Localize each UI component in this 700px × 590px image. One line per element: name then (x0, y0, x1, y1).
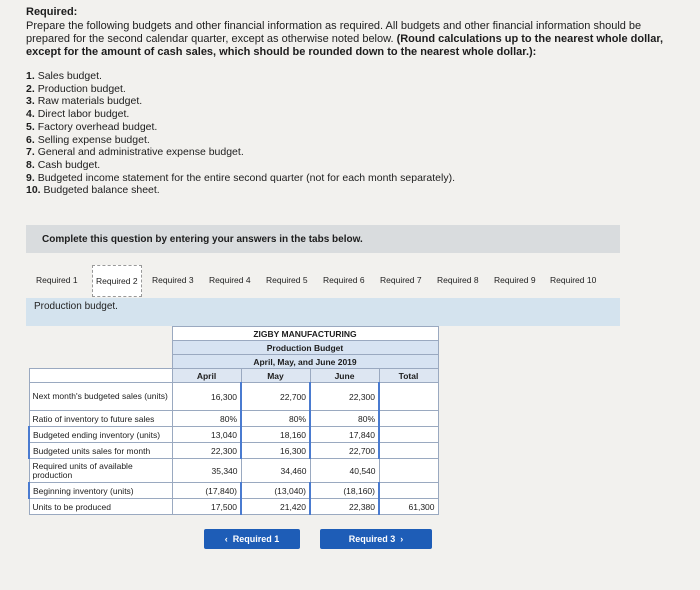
next-button[interactable] (320, 529, 432, 549)
value-cell (379, 383, 438, 411)
tab-required-6[interactable]: Required 6 (323, 275, 365, 285)
table-row (29, 459, 438, 483)
requirements-list (26, 70, 455, 197)
table-row (29, 483, 438, 499)
tab-required-8[interactable]: Required 8 (437, 275, 479, 285)
value-cell[interactable]: 80% (310, 411, 379, 427)
panel-heading: Complete this question by entering your answers in the tabs below. (26, 225, 620, 253)
value-cell (379, 459, 438, 483)
value-cell[interactable]: 13,040 (172, 427, 241, 443)
value-cell: 34,460 (241, 459, 310, 483)
list-item: 5. Factory overhead budget. (26, 120, 158, 133)
row-label[interactable]: Budgeted units sales for month (29, 443, 172, 459)
value-cell[interactable]: (18,160) (310, 483, 379, 499)
table-row (29, 411, 438, 427)
table-row (29, 443, 438, 459)
table-row (29, 499, 438, 515)
value-cell (379, 483, 438, 499)
list-item: 3. Raw materials budget. (26, 95, 143, 108)
value-cell: 40,540 (310, 459, 379, 483)
table-row (29, 427, 438, 443)
table-row (29, 383, 438, 411)
chevron-right-icon: › (400, 534, 404, 544)
column-header-may: May (241, 369, 310, 383)
list-item: 1. Sales budget. (26, 70, 102, 82)
budget-period: April, May, and June 2019 (172, 355, 438, 369)
tab-required-9[interactable]: Required 9 (494, 275, 536, 285)
list-item: 6. Selling expense budget. (26, 133, 150, 146)
value-cell[interactable]: (13,040) (241, 483, 310, 499)
value-cell[interactable]: 17,840 (310, 427, 379, 443)
instructions-text: Prepare the following budgets and other financial information as required. All budgets and other financial information should be prepared for the second calendar quarter, except as otherwise noted below. (26, 20, 642, 45)
column-header-june: June (310, 369, 379, 383)
section-title: Production budget. (26, 298, 620, 326)
list-item: 7. General and administrative expense budget. (26, 146, 244, 159)
prev-button-label: Required 1 (232, 534, 280, 544)
value-cell: 35,340 (172, 459, 241, 483)
value-cell[interactable]: 16,300 (241, 443, 310, 459)
column-header-april: April (172, 369, 241, 383)
row-label[interactable]: Beginning inventory (units) (29, 483, 172, 499)
value-cell: 61,300 (379, 499, 438, 515)
value-cell (379, 427, 438, 443)
required-heading: Required: (26, 6, 78, 18)
value-cell[interactable]: 22,300 (310, 383, 379, 411)
rounding-note: (Round calculations up to the nearest whole dollar, except for the amount of cash sales, which should be rounded down to the nearest whole dollar.): (26, 33, 664, 58)
production-budget-table (28, 326, 439, 515)
company-name: ZIGBY MANUFACTURING (172, 327, 438, 341)
tab-required-5[interactable]: Required 5 (266, 275, 308, 285)
instructions (26, 20, 671, 59)
tab-required-3[interactable]: Required 3 (152, 275, 194, 285)
value-cell[interactable]: 16,300 (172, 383, 241, 411)
value-cell[interactable]: 21,420 (241, 499, 310, 515)
tab-required-1[interactable]: Required 1 (36, 275, 78, 285)
prev-button[interactable] (204, 529, 300, 549)
budget-title: Production Budget (172, 341, 438, 355)
tab-required-7[interactable]: Required 7 (380, 275, 422, 285)
chevron-left-icon: ‹ (224, 534, 228, 544)
list-item: 2. Production budget. (26, 82, 126, 95)
row-label: Ratio of inventory to future sales (29, 411, 172, 427)
row-label: Required units of available production (29, 459, 172, 483)
list-item: 10. Budgeted balance sheet. (26, 184, 160, 197)
value-cell[interactable]: 18,160 (241, 427, 310, 443)
tab-required-4[interactable]: Required 4 (209, 275, 251, 285)
list-item: 4. Direct labor budget. (26, 108, 130, 121)
row-label[interactable]: Budgeted ending inventory (units) (29, 427, 172, 443)
value-cell[interactable]: 22,380 (310, 499, 379, 515)
list-item: 8. Cash budget. (26, 158, 101, 171)
row-label: Next month's budgeted sales (units) (29, 383, 172, 411)
value-cell (379, 411, 438, 427)
column-header-total: Total (379, 369, 438, 383)
tab-required-2[interactable]: Required 2 (92, 265, 142, 297)
value-cell[interactable]: 80% (241, 411, 310, 427)
value-cell[interactable]: (17,840) (172, 483, 241, 499)
value-cell[interactable]: 80% (172, 411, 241, 427)
value-cell (379, 443, 438, 459)
value-cell[interactable]: 22,300 (172, 443, 241, 459)
value-cell[interactable]: 22,700 (310, 443, 379, 459)
list-item: 9. Budgeted income statement for the entire second quarter (not for each month separately). (26, 171, 456, 184)
tab-required-10[interactable]: Required 10 (550, 275, 597, 285)
value-cell[interactable]: 17,500 (172, 499, 241, 515)
value-cell[interactable]: 22,700 (241, 383, 310, 411)
row-label: Units to be produced (29, 499, 172, 515)
next-button-label: Required 3 (348, 534, 396, 544)
